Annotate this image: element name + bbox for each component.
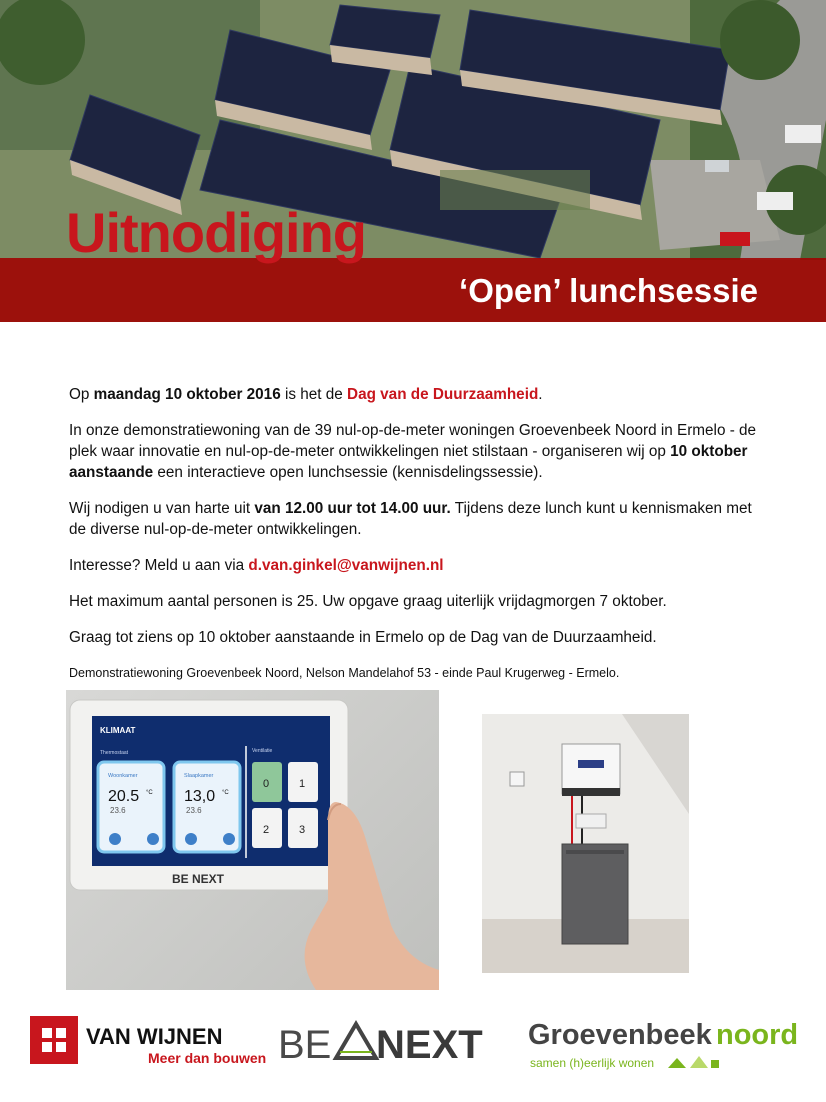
groevenbeek-logo-noord: noord [716, 1019, 799, 1051]
room2-label: Slaapkamer [184, 773, 214, 779]
room2-setpoint: 23.6 [186, 806, 202, 815]
benext-house-icon [336, 1024, 376, 1058]
benext-logo-next: NEXT [376, 1023, 483, 1067]
room1-unit: °C [146, 790, 153, 796]
session-subtitle: ‘Open’ lunchsessie [459, 272, 758, 309]
groevenbeek-tagline: samen (h)eerlijk wonen [530, 1056, 655, 1070]
thermostat-section: Thermostaat [100, 750, 129, 756]
house-icons [668, 1056, 719, 1068]
room2-up-button [223, 833, 235, 845]
vanwijnen-logo-text: VAN WIJNEN [86, 1024, 223, 1049]
svg-text:0: 0 [263, 778, 270, 790]
svg-text:2: 2 [263, 824, 270, 836]
invitation-title: Uitnodiging [66, 201, 367, 264]
vanwijnen-tagline: Meer dan bouwen [148, 1050, 267, 1066]
address-line: Demonstratiewoning Groevenbeek Noord, Nelson Mandelahof 53 - einde Paul Krugerweg - Ermelo. [69, 666, 620, 680]
closing-paragraph: Graag tot ziens op 10 oktober aanstaande in Ermelo op de Dag van de Duurzaamheid. [69, 629, 657, 646]
email-link[interactable]: d.van.ginkel@vanwijnen.nl [248, 557, 444, 574]
ventilation-section: Ventilatie [252, 748, 273, 754]
time-paragraph: Wij nodigen u van harte uit van 12.00 uur tot 14.00 uur. Tijdens deze lunch kunt u kennismaken met de diverse nul-op-de-meter ontwikkelingen. [69, 500, 752, 538]
battery-cabinet [562, 844, 628, 944]
hero-photo [0, 0, 826, 322]
room2-down-button [185, 833, 197, 845]
benext-logo-be: BE [278, 1023, 332, 1067]
device-brand: BE NEXT [172, 872, 225, 886]
invitation-body [69, 384, 759, 699]
battery-installation-photo [482, 714, 689, 973]
vanwijnen-logo-icon [30, 1016, 78, 1064]
room1-setpoint: 23.6 [110, 806, 126, 815]
room1-down-button [109, 833, 121, 845]
svg-text:1: 1 [299, 778, 306, 790]
svg-text:3: 3 [299, 824, 306, 836]
description-paragraph: In onze demonstratiewoning van de 39 nul-op-de-meter woningen Groevenbeek Noord in Ermelo - de plek waar innovatie en nul-op-de-meter ontwikkelingen niet stilstaan - organiseren wij op 10 oktober aanstaande een interactieve open lunchsessie (kennisdelingssessie). [69, 422, 757, 481]
room2-unit: °C [222, 790, 229, 796]
intro-paragraph: Op maandag 10 oktober 2016 is het de Dag van de Duurzaamheid. [69, 386, 543, 403]
register-paragraph: Interesse? Meld u aan via d.van.ginkel@vanwijnen.nl [69, 557, 444, 574]
thermostat-photo [66, 690, 439, 990]
room2-temp: 13,0 [184, 788, 216, 805]
groevenbeek-logo-text: Groevenbeek [528, 1019, 712, 1051]
partner-logos [0, 1010, 826, 1090]
inverter [562, 744, 620, 794]
room1-up-button [147, 833, 159, 845]
thermostat-header: KLIMAAT [100, 726, 136, 735]
event-name: Dag van de Duurzaamheid [347, 386, 539, 403]
room1-label: Woonkamer [108, 773, 138, 779]
max-persons-paragraph: Het maximum aantal personen is 25. Uw opgave graag uiterlijk vrijdagmorgen 7 oktober. [69, 593, 667, 610]
room1-temp: 20.5 [108, 788, 140, 805]
